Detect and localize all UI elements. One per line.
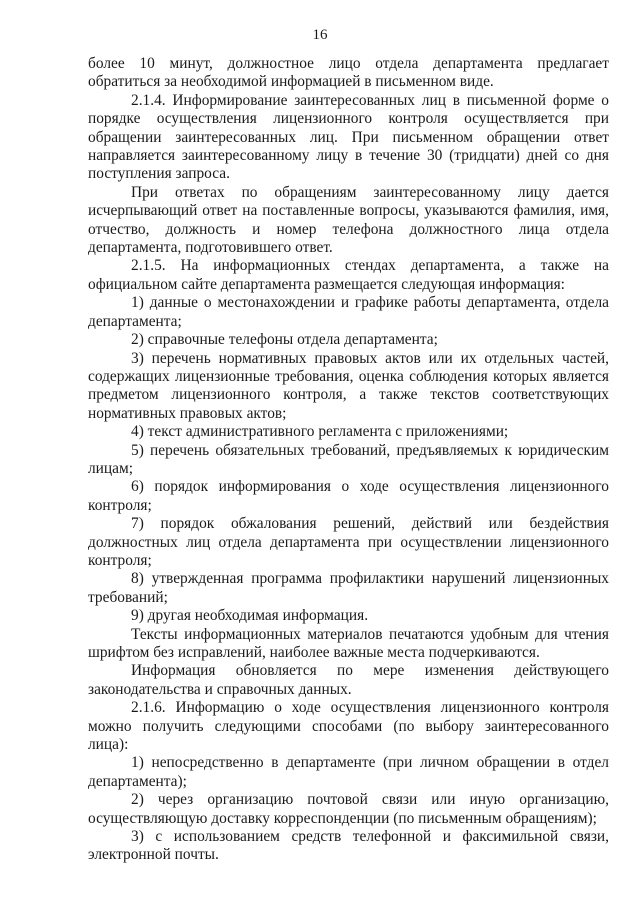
- list-item-8: 8) утвержденная программа профилактики нарушений лицензионных требований;: [88, 570, 609, 606]
- paragraph-2-1-4: 2.1.4. Информирование заинтересованных лиц в письменной форме о порядке осуществления лицензионного контроля осуществляется при обращении заинтересованных лиц. При письменном обращении ответ направляется заинтересованному лицу в течение 30 (тридцати) дней со дня поступления запроса.: [88, 91, 609, 183]
- method-item-1: 1) непосредственно в департаменте (при личном обращении в отдел департамента);: [88, 754, 609, 790]
- list-item-9: 9) другая необходимая информация.: [131, 607, 369, 625]
- paragraph-print-format: Тексты информационных материалов печатаются удобным для чтения шрифтом без исправлений, наиболее важные места подчеркиваются.: [88, 625, 609, 661]
- paragraph-response-details: При ответах по обращениям заинтересованному лицу дается исчерпывающий ответ на поставленные вопросы, указываются фамилия, имя, отчество, должность и номер телефона должностного лица отдела департамента, подготовившего ответ.: [88, 183, 609, 257]
- method-item-3: 3) с использованием средств телефонной и факсимильной связи, электронной почты.: [88, 828, 609, 864]
- list-item-4: 4) текст административного регламента с приложениями;: [131, 423, 509, 441]
- list-item-1: 1) данные о местонахождении и графике работы департамента, отдела департамента;: [88, 294, 609, 330]
- document-body: [88, 55, 609, 865]
- paragraph-2-1-5: 2.1.5. На информационных стендах департамента, а также на официальном сайте департамента размещается следующая информация:: [88, 257, 609, 293]
- list-item-6: 6) порядок информирования о ходе осуществления лицензионного контроля;: [88, 478, 609, 514]
- paragraph-2-1-6: 2.1.6. Информацию о ходе осуществления лицензионного контроля можно получить следующими способами (по выбору заинтересованного лица):: [88, 699, 609, 754]
- paragraph-continuation: более 10 минут, должностное лицо отдела департамента предлагает обратиться за необходимой информацией в письменном виде.: [88, 55, 609, 91]
- page-number: 16: [312, 27, 328, 43]
- list-item-5: 5) перечень обязательных требований, предъявляемых к юридическим лицам;: [88, 441, 609, 477]
- list-item-2: 2) справочные телефоны отдела департамента;: [131, 331, 438, 349]
- paragraph-updates: Информация обновляется по мере изменения действующего законодательства и справочных данных.: [88, 662, 609, 698]
- list-item-3: 3) перечень нормативных правовых актов или их отдельных частей, содержащих лицензионные требования, оценка соблюдения которых является предметом лицензионного контроля, а также текстов соответствующих нормативных правовых актов;: [88, 349, 609, 422]
- method-item-2: 2) через организацию почтовой связи или иную организацию, осуществляющую доставку корреспонденции (по письменным обращениям);: [88, 791, 609, 827]
- list-item-7: 7) порядок обжалования решений, действий или бездействия должностных лиц отдела департамента при осуществлении лицензионного контроля;: [88, 515, 609, 569]
